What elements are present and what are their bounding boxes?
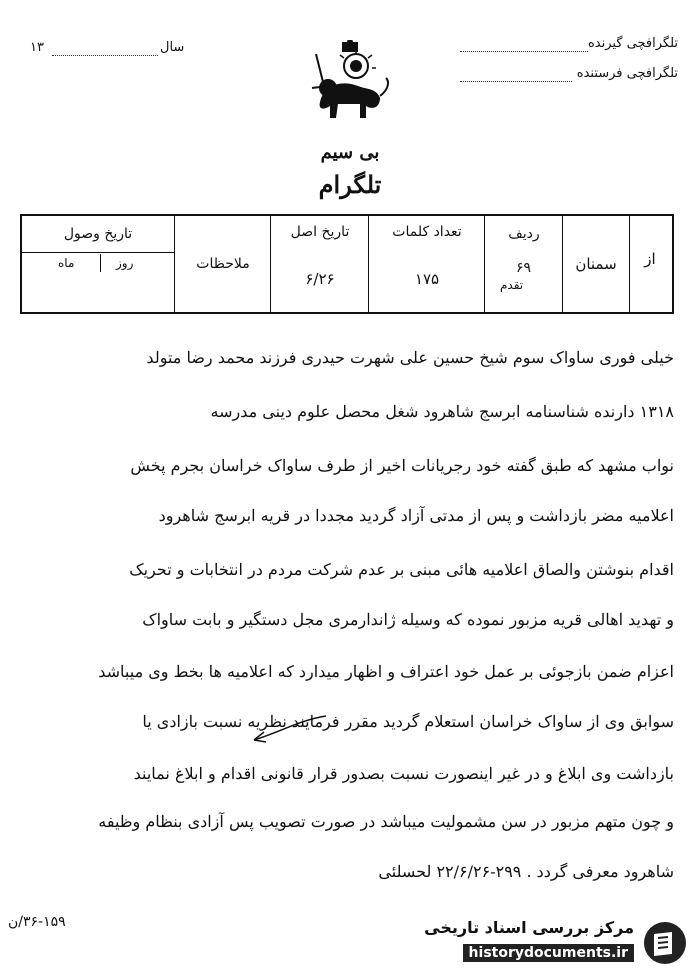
origin-date-label: تاریخ اصل (290, 224, 350, 240)
row-value: ۶۹ (516, 260, 532, 276)
word-count-column (368, 216, 485, 312)
body-line-1: خیلی فوری ساواک سوم شیخ حسین علی شهرت حیدری فرزند محمد رضا متولد (146, 348, 674, 367)
lion-and-sun-emblem-icon (306, 40, 394, 128)
watermark-logo-icon (642, 920, 688, 966)
body-line-5: اقدام بنوشتن والصاق اعلامیه هائی مبنی بر عدم شرکت مردم در انتخابات و تحریک (129, 560, 674, 579)
origin-value: سمنان (562, 216, 630, 312)
sender-field-line (460, 80, 572, 82)
telegram-subtitle: بی سیم (320, 142, 380, 163)
body-line-4: اعلامیه مضر بازداشت و پس از مدتی آزاد گردید مجددا در قریه ابرسج شاهرود (158, 506, 674, 525)
sender-label: تلگرافچی فرستنده (576, 66, 678, 81)
telegram-header-table (20, 214, 674, 314)
from-label: از (644, 250, 656, 268)
body-line-9: بازداشت وی ابلاغ و در غیر اینصورت نسبت بصدور قرار قانونی اقدام و ابلاغ نمایند (133, 764, 674, 783)
origin-date-value: ۶/۲۶ (305, 270, 335, 288)
watermark-title: مرکز بررسی اسناد تاریخی (424, 918, 634, 937)
year-label: سال (160, 40, 185, 55)
receiver-label: تلگرافچی گیرنده (588, 36, 678, 51)
archive-code: ۳۶-۱۵۹/ن (8, 914, 66, 930)
body-line-6: و تهدید اهالی قریه مزبور نموده که وسیله ژاندارمری مجل دستگیر و بابت ساواک (142, 610, 674, 629)
word-count-label: تعداد کلمات (392, 224, 462, 240)
watermark (412, 912, 694, 974)
annotation-arrow-icon (240, 710, 330, 750)
telegram-title: تلگرام (318, 170, 382, 199)
day-label: روز (116, 256, 134, 270)
body-line-11: شاهرود معرفی گردد . ۲۹۹-۲۲/۶/۲۶ لحسلئی (378, 862, 674, 881)
year-field-line (52, 54, 158, 56)
arrival-date-label: تاریخ وصول (63, 226, 133, 242)
arrival-subcells (22, 254, 174, 274)
month-label: ماه (58, 256, 75, 270)
remarks-column: ملاحظات (174, 216, 271, 312)
receiver-field-line (460, 50, 588, 52)
row-label: ردیف (508, 226, 540, 242)
body-line-2: ۱۳۱۸ دارنده شناسنامه ابرسج شاهرود شغل محصل علوم دینی مدرسه (210, 402, 674, 421)
body-line-3: نواب مشهد که طبق گفته خود رجریانات اخیر از طرف ساواک خراسان بجرم پخش (130, 456, 674, 475)
body-line-8: سوابق وی از ساواک خراسان استعلام گردید مقرر فرمایند نظریه نسبت بازادی یا (142, 712, 674, 731)
arrival-divider (22, 252, 174, 253)
origin-date-column (270, 216, 369, 312)
watermark-url: historydocuments.ir (463, 944, 634, 962)
year-value: ۱۳ (30, 40, 44, 55)
body-line-7: اعزام ضمن بازجوئی بر عمل خود اعتراف و اظهار میدارد که اعلامیه ها بخط وی میباشد (98, 662, 674, 681)
word-count-value: ۱۷۵ (414, 270, 440, 288)
priority-label: تقدم (500, 278, 524, 292)
body-line-10: و چون متهم مزبور در سن مشمولیت میباشد در صورت تصویب پس آزادی بنظام وظیفه (98, 812, 674, 831)
day-month-separator (100, 254, 101, 272)
